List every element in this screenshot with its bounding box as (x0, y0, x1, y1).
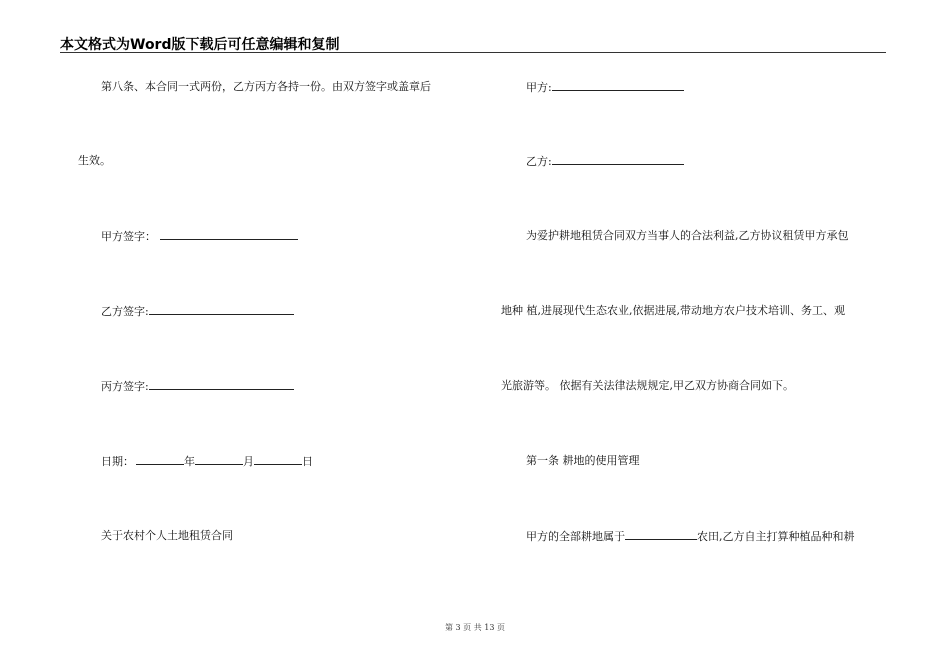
preamble-line-1: 为爱护耕地租赁合同双方当事人的合法利益,乙方协议租赁甲方承包 (526, 229, 849, 242)
date-label: 日期： (101, 455, 134, 468)
article-1-prefix: 甲方的全部耕地属于 (526, 530, 625, 543)
month-label: 月 (243, 455, 254, 468)
farmland-type-blank (625, 529, 697, 540)
party-a-signature-blank (160, 229, 298, 240)
party-a-line (526, 80, 684, 95)
party-b-blank (552, 154, 684, 165)
article-8-continuation: 生效。 (78, 154, 111, 167)
party-c-signature-label: 丙方签字: (101, 380, 149, 393)
contract-subtitle: 关于农村个人土地租赁合同 (101, 529, 233, 542)
day-blank (254, 454, 302, 465)
party-b-signature-blank (149, 304, 294, 315)
party-b-signature-line (101, 304, 294, 319)
party-a-blank (552, 80, 684, 91)
article-8-text: 第八条、本合同一式两份，乙方丙方各持一份。由双方签字或盖章后 (101, 80, 431, 93)
date-line (101, 454, 313, 469)
year-blank (136, 454, 184, 465)
party-b-line (526, 154, 684, 169)
preamble-line-2: 地种 植,进展现代生态农业,依据进展,带动地方农户技术培训、务工、观 (501, 304, 845, 317)
party-a-signature-line (101, 229, 298, 244)
article-1-suffix: 农田,乙方自主打算种植品种和耕 (697, 530, 855, 543)
party-b-label: 乙方: (526, 155, 552, 168)
document-header: 本文格式为Word版下载后可任意编辑和复制 (60, 37, 340, 53)
party-a-label: 甲方: (526, 81, 552, 94)
party-c-signature-line (101, 379, 294, 394)
party-b-signature-label: 乙方签字: (101, 305, 149, 318)
month-blank (195, 454, 243, 465)
day-label: 日 (302, 455, 313, 468)
article-1-heading: 第一条 耕地的使用管理 (526, 454, 640, 467)
year-label: 年 (184, 455, 195, 468)
header-divider (60, 52, 886, 53)
party-c-signature-blank (149, 379, 294, 390)
party-a-signature-label: 甲方签字： (101, 230, 156, 243)
page-footer: 第 3 页 共 13 页 (445, 623, 505, 632)
preamble-line-3: 光旅游等。 依据有关法律法规规定,甲乙双方协商合同如下。 (501, 379, 794, 392)
article-1-text (526, 529, 855, 544)
